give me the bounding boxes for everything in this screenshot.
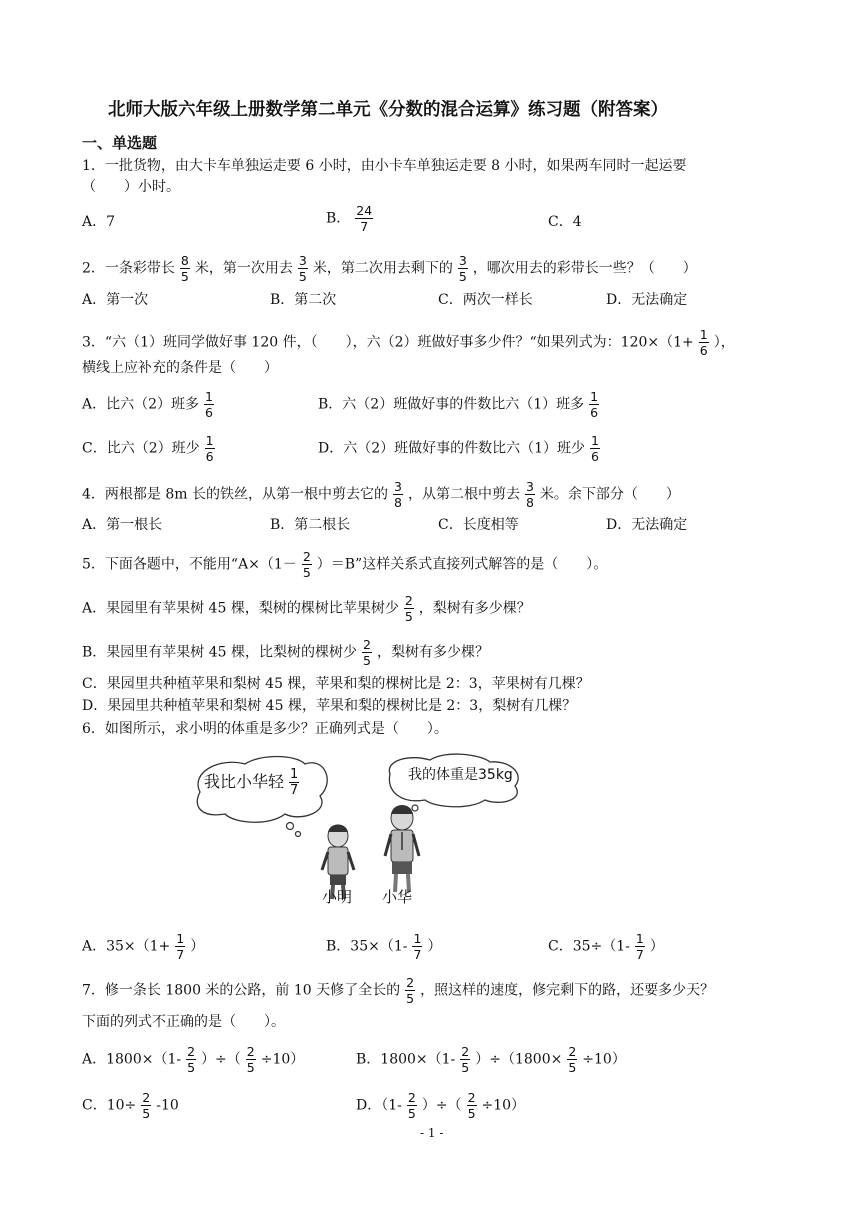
q7-text-1: 7．修一条长 1800 米的公路，前 10 天修了全长的 bbox=[82, 982, 401, 999]
q7-option-b-mid: ）÷（1800× bbox=[475, 1051, 563, 1068]
fraction-numerator: 3 bbox=[458, 253, 467, 268]
label-xiaohua: 小华 bbox=[382, 888, 413, 906]
q1-option-a: A．7 bbox=[82, 214, 116, 230]
fraction-denominator: 7 bbox=[290, 783, 299, 798]
q7-option-d-text: D．（1- bbox=[356, 1097, 402, 1114]
q7-option-a-text: A．1800×（1- bbox=[82, 1051, 182, 1068]
fraction bbox=[205, 434, 215, 463]
q7-option-c-tail: -10 bbox=[156, 1097, 179, 1114]
bubble-xiaoming-text: 我比小华轻 bbox=[204, 772, 285, 791]
q7-option-a-mid: ）÷（ bbox=[201, 1051, 241, 1068]
q7-option-d-tail: ÷10） bbox=[481, 1097, 526, 1114]
fraction-numerator: 1 bbox=[590, 389, 599, 404]
q5-option-c: C．果园里共种植苹果和梨树 45 棵，苹果和梨的棵树比是 2：3，苹果树有几棵？ bbox=[82, 676, 590, 692]
fraction bbox=[405, 976, 415, 1005]
q7-option-c bbox=[82, 1091, 179, 1120]
q2-text-1: 2．一条彩带长 bbox=[82, 260, 175, 277]
fraction bbox=[393, 480, 403, 509]
fraction bbox=[175, 932, 185, 961]
q7-option-b-text: B．1800×（1- bbox=[356, 1051, 456, 1068]
q7-option-c-text: C．10÷ bbox=[82, 1097, 137, 1114]
fraction-numerator: 2 bbox=[187, 1044, 196, 1059]
fraction-denominator: 5 bbox=[461, 1060, 470, 1075]
fraction bbox=[246, 1045, 256, 1074]
q5-option-b-text: B．果园里有苹果树 45 棵，比梨树的棵树少 bbox=[82, 644, 358, 661]
q7-text-2: ，照这样的速度，修完剩下的路，还要多少天？ bbox=[420, 982, 715, 999]
section-heading: 一、单选题 bbox=[82, 134, 158, 152]
fraction bbox=[302, 550, 312, 579]
q3-option-c-text: C．比六（2）班少 bbox=[82, 440, 200, 457]
fraction bbox=[589, 390, 599, 419]
fraction-denominator: 5 bbox=[568, 1060, 577, 1075]
q7-option-a bbox=[82, 1045, 304, 1074]
page-title: 北师大版六年级上册数学第二单元《分数的混合运算》练习题（附答案） bbox=[108, 100, 668, 120]
fraction bbox=[404, 594, 414, 623]
fraction-denominator: 5 bbox=[458, 269, 467, 284]
fraction-denominator: 5 bbox=[467, 1106, 476, 1121]
fraction-numerator: 3 bbox=[525, 479, 534, 494]
bubble-xiaoming bbox=[204, 768, 304, 797]
fraction-numerator: 2 bbox=[246, 1044, 255, 1059]
q6-option-c-text: C．35÷（1- bbox=[548, 938, 630, 955]
fraction-numerator: 8 bbox=[180, 253, 189, 268]
fraction-denominator: 5 bbox=[298, 269, 307, 284]
fraction bbox=[412, 932, 422, 961]
fraction-denominator: 5 bbox=[187, 1060, 196, 1075]
q3-stem-line1 bbox=[82, 328, 735, 357]
fraction bbox=[525, 480, 535, 509]
q5-text-1: 5．下面各题中，不能用“A×（1－ bbox=[82, 556, 297, 573]
q2-option-d: D．无法确定 bbox=[606, 292, 688, 308]
fraction bbox=[407, 1091, 417, 1120]
fraction-denominator: 7 bbox=[176, 947, 185, 962]
fraction-numerator: 2 bbox=[467, 1090, 476, 1105]
fraction bbox=[590, 434, 600, 463]
q4-text-1: 4．两根都是 8m 长的铁丝，从第一根中剪去它的 bbox=[82, 486, 388, 503]
fraction bbox=[355, 204, 373, 233]
q1-stem-line2: （ ）小时。 bbox=[82, 179, 180, 195]
fraction bbox=[460, 1045, 470, 1074]
boy-xiaohua bbox=[385, 805, 419, 892]
q4-stem bbox=[82, 480, 680, 509]
q2-option-b: B．第二次 bbox=[270, 292, 337, 308]
q5-stem bbox=[82, 550, 607, 579]
q6-figure bbox=[190, 752, 530, 912]
fraction bbox=[186, 1045, 196, 1074]
fraction bbox=[289, 768, 299, 797]
q5-option-a bbox=[82, 594, 531, 623]
fraction-denominator: 7 bbox=[360, 219, 369, 234]
q2-text-2: 米，第一次用去 bbox=[194, 260, 293, 277]
q6-option-a bbox=[82, 932, 204, 961]
fraction-numerator: 1 bbox=[413, 931, 422, 946]
q5-option-b-tail: ，梨树有多少棵？ bbox=[376, 644, 489, 661]
fraction-numerator: 1 bbox=[290, 767, 299, 782]
fraction-numerator: 3 bbox=[298, 253, 307, 268]
fraction-denominator: 5 bbox=[407, 1106, 416, 1121]
q4-text-2: ，从第二根中剪去 bbox=[407, 486, 520, 503]
q1-stem-line1: 1．一批货物，由大卡车单独运走要 6 小时，由小卡车单独运走要 8 小时，如果两车同时一起运要 bbox=[82, 158, 687, 174]
fraction-numerator: 2 bbox=[461, 1044, 470, 1059]
q6-option-c-tail: ） bbox=[649, 938, 664, 955]
fraction-denominator: 7 bbox=[413, 947, 422, 962]
q2-option-c: C．两次一样长 bbox=[438, 292, 533, 308]
fraction-numerator: 1 bbox=[176, 931, 185, 946]
q1-option-c: C．4 bbox=[548, 214, 582, 230]
q6-option-b-tail: ） bbox=[427, 938, 442, 955]
fraction bbox=[699, 328, 709, 357]
fraction-denominator: 7 bbox=[635, 947, 644, 962]
q5-option-b bbox=[82, 638, 489, 667]
fraction bbox=[298, 254, 308, 283]
fraction-numerator: 24 bbox=[356, 203, 373, 218]
fraction-numerator: 2 bbox=[302, 549, 311, 564]
fraction-denominator: 8 bbox=[394, 495, 402, 510]
fraction-numerator: 1 bbox=[205, 433, 214, 448]
fraction-denominator: 6 bbox=[699, 343, 708, 358]
q2-option-a: A．第一次 bbox=[82, 292, 149, 308]
q7-option-d-mid: ）÷（ bbox=[421, 1097, 462, 1114]
q3-text-1: 3．“六（1）班同学做好事 120 件，（ ），六（2）班做好事多少件？“如果列式为：120×（1+ bbox=[82, 334, 694, 351]
fraction bbox=[567, 1045, 577, 1074]
page-number: - 1 - bbox=[420, 1126, 444, 1140]
fraction-denominator: 5 bbox=[404, 609, 413, 624]
fraction-numerator: 2 bbox=[406, 975, 415, 990]
fraction bbox=[141, 1091, 151, 1120]
q3-option-d-text: D．六（2）班做好事的件数比六（1）班少 bbox=[318, 440, 586, 457]
fraction-denominator: 8 bbox=[525, 495, 534, 510]
fraction-numerator: 1 bbox=[635, 931, 644, 946]
q4-option-a: A．第一根长 bbox=[82, 517, 163, 533]
fraction-denominator: 5 bbox=[142, 1106, 151, 1121]
q7-option-b-tail: ÷10） bbox=[582, 1051, 626, 1068]
q5-option-a-text: A．果园里有苹果树 45 棵，梨树的棵树比苹果树少 bbox=[82, 600, 399, 617]
q3-option-c bbox=[82, 434, 220, 463]
q3-option-a-text: A．比六（2）班多 bbox=[82, 396, 200, 413]
fraction-numerator: 2 bbox=[142, 1090, 151, 1105]
q5-text-2: ）＝B”这样关系式直接列式解答的是（ ）。 bbox=[316, 556, 608, 573]
q2-text-4: ，哪次用去的彩带长一些？（ ） bbox=[472, 260, 697, 277]
q6-option-a-text: A．35×（1+ bbox=[82, 938, 171, 955]
fraction bbox=[204, 390, 214, 419]
q7-option-a-tail: ÷10） bbox=[260, 1051, 305, 1068]
fraction bbox=[635, 932, 645, 961]
q6-stem: 6．如图所示，求小明的体重是多少？正确列式是（ ）。 bbox=[82, 721, 448, 737]
q1-option-b bbox=[326, 204, 378, 233]
q6-option-c bbox=[548, 932, 664, 961]
label-xiaoming: 小明 bbox=[322, 888, 353, 906]
q3-text-2: ）， bbox=[713, 334, 735, 351]
q6-option-b-text: B．35×（1- bbox=[326, 938, 408, 955]
fraction-denominator: 5 bbox=[363, 653, 371, 668]
fraction-denominator: 6 bbox=[590, 405, 599, 420]
fraction bbox=[362, 638, 372, 667]
q4-text-3: 米。余下部分（ ） bbox=[539, 486, 680, 503]
q4-option-b: B．第二根长 bbox=[270, 517, 351, 533]
fraction-denominator: 6 bbox=[205, 405, 213, 420]
q7-option-b bbox=[356, 1045, 626, 1074]
fraction bbox=[180, 254, 190, 283]
fraction-denominator: 5 bbox=[302, 565, 311, 580]
fraction bbox=[467, 1091, 477, 1120]
q2-stem bbox=[82, 254, 697, 283]
fraction-numerator: 3 bbox=[394, 479, 402, 494]
q3-stem-line2: 横线上应补充的条件是（ ） bbox=[82, 360, 278, 376]
q4-option-d: D．无法确定 bbox=[606, 517, 688, 533]
q3-option-b bbox=[318, 390, 604, 419]
q5-option-a-tail: ，梨树有多少棵？ bbox=[418, 600, 531, 617]
fraction-denominator: 5 bbox=[406, 991, 415, 1006]
q7-stem-line2: 下面的列式不正确的是（ ）。 bbox=[82, 1014, 285, 1030]
fraction-numerator: 2 bbox=[404, 593, 413, 608]
q3-option-d bbox=[318, 434, 605, 463]
q3-option-a bbox=[82, 390, 219, 419]
q7-stem-line1 bbox=[82, 976, 714, 1005]
fraction-numerator: 2 bbox=[363, 637, 371, 652]
q5-option-d: D．果园里共种植苹果和梨树 45 棵，苹果和梨的棵树比是 2：3，梨树有几棵？ bbox=[82, 698, 577, 714]
fraction-denominator: 6 bbox=[205, 449, 214, 464]
bubble-xiaohua: 我的体重是35kg bbox=[408, 767, 513, 783]
q6-option-b bbox=[326, 932, 441, 961]
q4-option-c: C．长度相等 bbox=[438, 517, 519, 533]
fraction-numerator: 2 bbox=[407, 1090, 416, 1105]
q6-option-a-tail: ） bbox=[190, 938, 205, 955]
fraction-numerator: 1 bbox=[591, 433, 599, 448]
fraction-numerator: 1 bbox=[205, 389, 213, 404]
q2-text-3: 米，第二次用去剩下的 bbox=[312, 260, 453, 277]
q1-option-b-label: B． bbox=[326, 210, 351, 227]
fraction-denominator: 6 bbox=[591, 449, 599, 464]
q7-option-d bbox=[356, 1091, 525, 1120]
q3-option-b-text: B．六（2）班做好事的件数比六（1）班多 bbox=[318, 396, 585, 413]
fraction-numerator: 2 bbox=[568, 1044, 577, 1059]
fraction-denominator: 5 bbox=[246, 1060, 255, 1075]
fraction-numerator: 1 bbox=[699, 327, 708, 342]
fraction-denominator: 5 bbox=[180, 269, 189, 284]
fraction bbox=[458, 254, 468, 283]
